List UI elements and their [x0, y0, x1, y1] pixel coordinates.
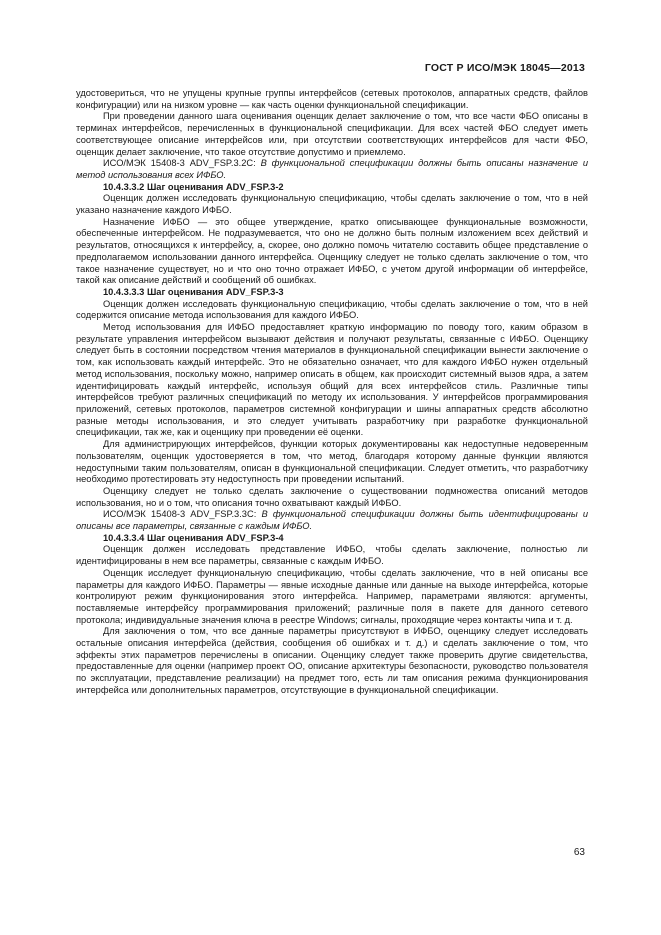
standard-header: ГОСТ Р ИСО/МЭК 18045—2013 [424, 62, 585, 74]
section-heading: 10.4.3.3.3 Шаг оценивания ADV_FSP.3-3 [103, 286, 284, 297]
body-paragraph: Для заключения о том, что все данные параметры присутствуют в ИФБО, оценщику следует исследовать остальные описания интерфейса (действия, сообщения об ошибках и т. д.) и сделать заключение о том, что эффекты этих параметров перечислены в описании. Оценщику следует также проверить другие свидетельства, предоставленные для оценки (например проект ОО, описание архитектуры безопасности, руководство пользователя по эксплуатации, представление реализации) на предмет того, есть ли там описания режима функционирования интерфейса или дополнительных параметров, отсутствующие в функциональной спецификации. [76, 626, 588, 695]
body-paragraph: Оценщик исследует функциональную спецификацию, чтобы сделать заключение, что в ней описаны все параметры для каждого ИФБО. Параметры — явные исходные данные или данные на выходе интерфейса, которые контролируют режим функционирования этого интерфейса. Например, параметрами являются: аргументы, поставляемые интерфейсу программирования приложений; различные поля в пакете для данного сетевого протокола; индивидуальные значения ключа в реестре Windows; сигналы, проходящие через контакты чипа и т. д. [76, 567, 588, 625]
requirement-paragraph [76, 509, 588, 532]
requirement-text: В функциональной спецификации должны быть описаны назначение и метод использования всех ИФБО. [76, 158, 588, 180]
body-paragraph: Оценщик должен исследовать представление ИФБО, чтобы сделать заключение, полностью ли идентифицированы в нем все параметры, связанные с каждым ИФБО. [76, 544, 588, 567]
requirement-reference: ИСО/МЭК 15408-3 ADV_FSP.3.3C: [103, 509, 262, 520]
page-number: 63 [573, 847, 585, 858]
body-paragraph: удостовериться, что не упущены крупные группы интерфейсов (сетевых протоколов, аппаратных средств, файлов конфигурации) или на низком уровне — как часть оценки функциональной спецификации. [76, 88, 588, 110]
body-paragraph: При проведении данного шага оценивания оценщик делает заключение о том, что все части ФБО описаны в терминах интерфейсов, перечисленных в функциональной спецификации. Для всех частей ФБО следует иметь соответствующее описание интерфейсов или, при отсутствии соответствующих интерфейсов для части ФБО, оценщик делает заключение, что такое отсутствие допустимо и приемлемо. [76, 111, 588, 157]
body-paragraph: Метод использования для ИФБО предоставляет краткую информацию по поводу того, каким образом в результате управления интерфейсом вызывают действия и получают результаты, связанные с ИФБО. Оценщику следует быть в состоянии посредством чтения материалов в функциональной спецификации вынести заключение о том, как использовать каждый интерфейс. Это не обязательно означает, что для каждого ИФБО нужен отдельный метод использования, поскольку можно, например описать в общем, как происходит системный вызов ядра, а затем идентифицировать каждый интерфейс, используя общий для всех интерфейсов стиль. Различные типы интерфейсов требуют различных спецификаций по методу их использования. У интерфейсов программирования приложений, сетевых протоколов, параметров системной конфигурации и шины аппаратных средств абсолютно разные методы использования, и это следует учитывать разработчику при разработке функциональной спецификации, так же, как и оценщику при проведении её оценки. [76, 322, 588, 438]
section-heading: 10.4.3.3.2 Шаг оценивания ADV_FSP.3-2 [103, 181, 284, 192]
document-body [76, 88, 588, 697]
body-paragraph: Назначение ИФБО — это общее утверждение, кратко описывающее функциональные возможности, обеспеченные интерфейсом. Не подразумевается, что оно не должно быть полным изложением всех действий и результатов, относящихся к интерфейсу, а, скорее, оно должно помочь читателю составить общее представление о предполагаемом использовании данного интерфейса. Оценщику следует не только сделать заключение о том, что такое назначение существует, но и что оно точно отражает ИФБО, с учетом другой информации об интерфейсе, такой как описание действий и сообщений об ошибках. [76, 216, 588, 286]
section-heading: 10.4.3.3.4 Шаг оценивания ADV_FSP.3-4 [103, 532, 284, 543]
body-paragraph: Оценщик должен исследовать функциональную спецификацию, чтобы сделать заключение о том, что в ней содержится описание метода использования для каждого ИФБО. [76, 298, 588, 321]
requirement-text: В функциональной спецификации должны быть идентифицированы и описаны все параметры, связанные с каждым ИФБО. [76, 509, 588, 532]
requirement-reference: ИСО/МЭК 15408-3 ADV_FSP.3.2C: [103, 158, 261, 169]
body-paragraph: Для администрирующих интерфейсов, функции которых документированы как недоступные недоверенным пользователям, оценщик удостоверяется в том, что метод, благодаря которому данные функции являются недоступными таким пользователям, описан в функциональной спецификации. Следует отметить, что разработчику необходимо протестировать эту недоступность при проведении испытаний. [76, 439, 588, 485]
requirement-paragraph [76, 158, 588, 181]
body-paragraph: Оценщику следует не только сделать заключение о существовании подмножества описаний методов использования, но и о том, что описания точно охватывают каждый ИФБО. [76, 485, 588, 508]
body-paragraph: Оценщик должен исследовать функциональную спецификацию, чтобы сделать заключение о том, что в ней указано назначение каждого ИФБО. [76, 193, 588, 216]
